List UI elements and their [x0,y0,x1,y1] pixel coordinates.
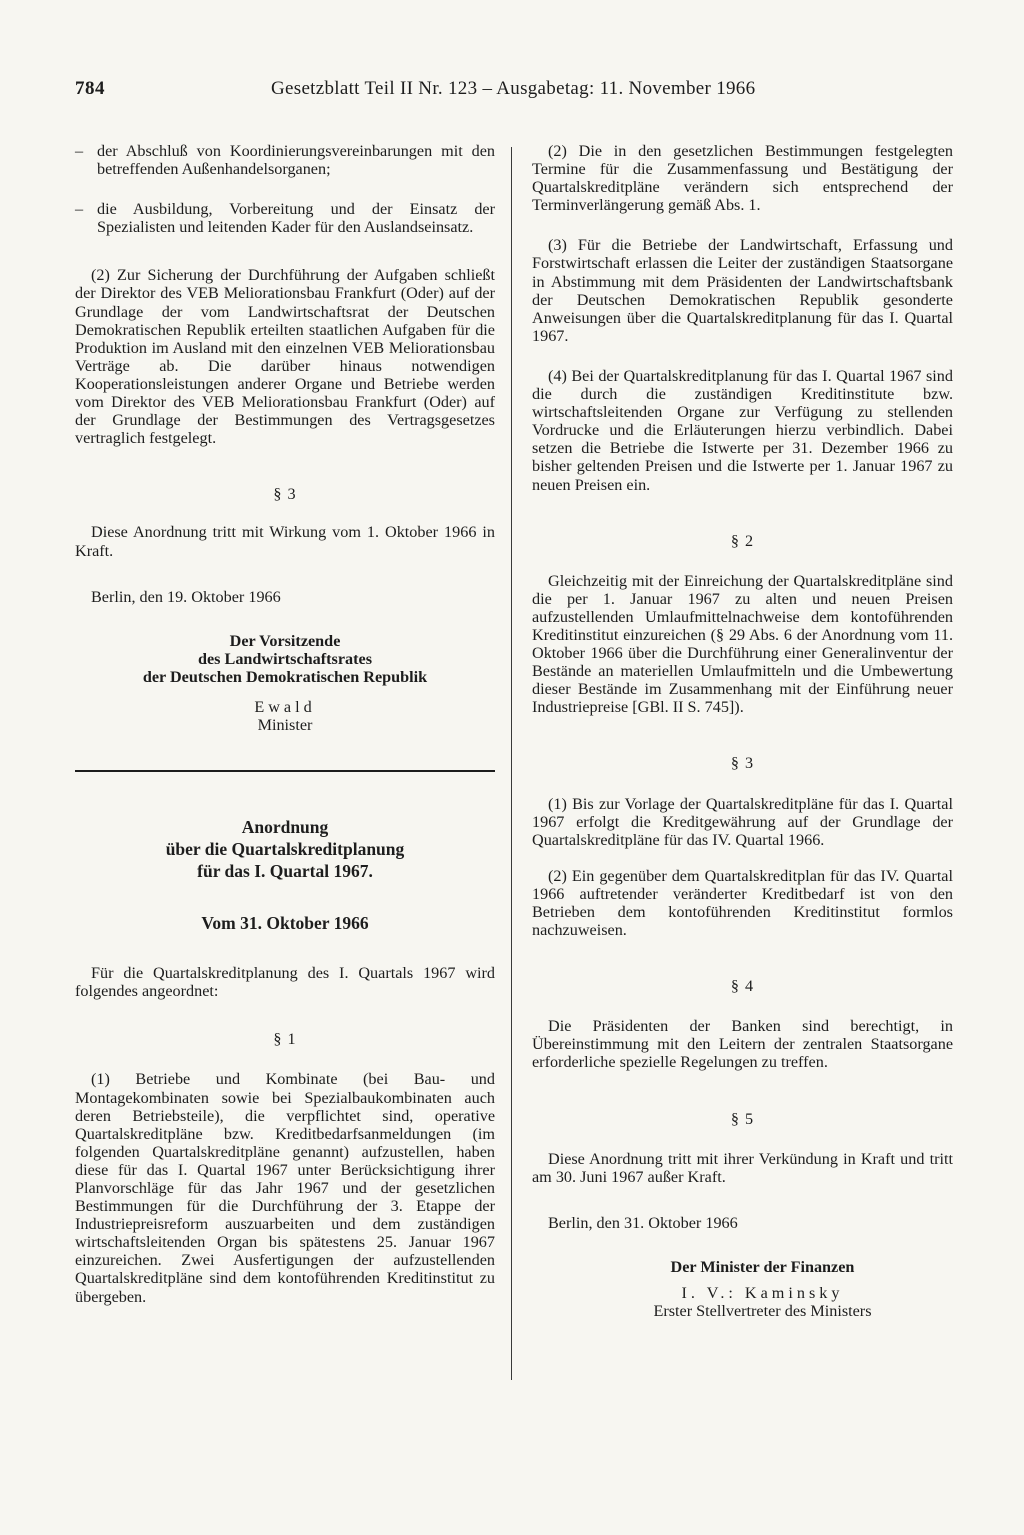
ordinance-title-line: Anordnung [241,817,329,838]
paragraph: Gleichzeitig mit der Einreichung der Quartalskreditpläne sind die per 1. Januar 1967 zu alten und neuen Preisen aufzustellenden Umlaufmittelnachweise dem kontoführenden Kreditinstitut einzureichen (§ 29 Abs. 6 der Anordnung vom 11. Oktober 1966 über die Durchführung einer Generalinventur der Bestände an materiellen Umlaufmitteln und die Umbewertung dieser Bestände im Zusammenhang mit der Einführung neuer Industriepreise [GBl. II S. 745]). [532,571,953,717]
paragraph: (4) Bei der Quartalskreditplanung für das I. Quartal 1967 sind die durch die zuständigen Kreditinstitute bzw. wirtschaftsleitenden Organe zur Verfügung zu stellenden Vordrucke und die Erläuterungen hierzu verbindlich. Dabei setzen die Betriebe die Istwerte per 31. Dezember 1966 zu bisher geltenden Preisen und die Istwerte per 1. Januar 1967 zu neuen Preisen ein. [532,366,953,494]
paragraph: (3) Für die Betriebe der Landwirtschaft, Erfassung und Forstwirtschaft erlassen die Leiter der zuständigen Staatsorgane in Abstimmung mit dem Präsidenten der Landwirtschaftsbank der Deutschen Demokratischen Republik gesonderte Anweisungen über die Quartalskreditplanung für das I. Quartal 1967. [532,236,953,345]
ordinance-date: Vom 31. Oktober 1966 [201,913,369,934]
section-heading: § 5 [730,1109,755,1128]
page-number: 784 [75,78,105,99]
ordinance-title [75,816,495,882]
list-item [75,142,495,178]
paragraph: (1) Bis zur Vorlage der Quartalskreditpläne für das I. Quartal 1967 erfolgt die Kreditgewährung auf der Grundlage der Quartalskreditpläne für das IV. Quartal 1966. [532,794,953,849]
paragraph: (2) Zur Sicherung der Durchführung der Aufgaben schließt der Direktor des VEB Meliorationsbau Frankfurt (Oder) auf der Grundlage der vom Landwirtschaftsrat der Deutschen Demokratischen Republik erteilten staatlichen Aufgaben für die Produktion im Ausland mit den einzelnen VEB Meliorationsbau Verträge ab. Die darüber hinaus notwendigen Kooperationsleistungen anderer Organe und Betriebe werden vom Direktor des VEB Meliorationsbau Frankfurt (Oder) auf der Grundlage der Bestimmungen des Vertragsgesetzes vertraglich festgelegt. [75,266,495,448]
signature-line: Der Vorsitzende [229,631,341,650]
list-item [75,200,495,236]
right-column [532,142,953,1320]
signatory-name: Ewald [254,697,316,716]
paragraph: Diese Anordnung tritt mit ihrer Verkündung in Kraft und tritt am 30. Juni 1967 außer Kraft. [532,1149,953,1186]
place-date: Berlin, den 19. Oktober 1966 [91,587,281,606]
page-header [75,78,784,114]
section-heading: § 2 [730,531,755,550]
signature-block [75,632,495,686]
signature-line: des Landwirtschaftsrates [197,649,372,668]
ordinance-title-line: für das I. Quartal 1967. [197,861,373,882]
paragraph: (1) Betriebe und Kombinate (bei Bau- und Montagekombinaten sowie bei Spezialbaukombinaten auch deren Betriebsteile), die verpflichtet sind, operative Quartalskreditpläne bzw. Kreditbedarfsanmeldungen (im folgenden Quartalskreditpläne genannt) aufzustellen, haben diese für das I. Quartal 1967 unter Berücksichtigung ihrer Planvorschläge für das Jahr 1967 und der gesetzlichen Bestimmungen für die Durchführung der 3. Etappe der Industriepreisreform auszuarbeiten und dem zuständigen wirtschaftsleitenden Organ bis spätestens 25. Januar 1967 einzureichen. Zwei Ausfertigungen der aufzustellenden Quartalskreditpläne sind dem kontoführenden Kreditinstitut zu übergeben. [75,1070,495,1306]
section-heading: § 1 [273,1030,297,1049]
paragraph: (2) Ein gegenüber dem Quartalskreditplan für das IV. Quartal 1966 auftretender veränderter Kreditbedarf ist von den Betrieben dem kontoführenden Kreditinstitut formlos nachzuweisen. [532,866,953,940]
signatory-name: I. V.: Kaminsky [681,1284,844,1303]
ordinance-title-line: über die Quartalskreditplanung [165,839,405,860]
place-date: Berlin, den 31. Oktober 1966 [548,1213,738,1232]
section-divider [75,770,495,772]
running-title: Gesetzblatt Teil II Nr. 123 – Ausgabetag: 11. November 1966 [271,78,756,99]
dash-marker: – [75,142,84,160]
dash-marker: – [75,200,84,219]
signatory-office: Der Minister der Finanzen [670,1257,855,1276]
signature-line: der Deutschen Demokratischen Republik [142,667,428,686]
section-heading: § 3 [730,754,755,773]
signatory-title: Minister [257,716,313,735]
section-heading: § 3 [273,485,297,504]
column-divider [511,147,512,1380]
paragraph: Diese Anordnung tritt mit Wirkung vom 1. Oktober 1966 in Kraft. [75,523,495,560]
left-column [75,142,495,1306]
signatory-title: Erster Stellvertreter des Ministers [653,1302,872,1321]
list-item-text: der Abschluß von Koordinierungsvereinbarungen mit den betreffenden Außenhandelsorganen; [97,142,495,179]
paragraph: Für die Quartalskreditplanung des I. Quartals 1967 wird folgendes angeordnet: [75,964,495,1001]
paragraph: Die Präsidenten der Banken sind berechtigt, in Übereinstimmung mit den Leitern der zentralen Staatsorgane erforderliche spezielle Regelungen zu treffen. [532,1017,953,1072]
list-item-text: die Ausbildung, Vorbereitung und der Einsatz der Spezialisten und leitenden Kader für den Auslandseinsatz. [97,200,495,237]
section-heading: § 4 [730,977,755,996]
paragraph: (2) Die in den gesetzlichen Bestimmungen festgelegten Termine für die Zusammenfassung und Bestätigung der Quartalskreditpläne verändern sich entsprechend der Terminverlängerung gemäß Abs. 1. [532,142,953,215]
